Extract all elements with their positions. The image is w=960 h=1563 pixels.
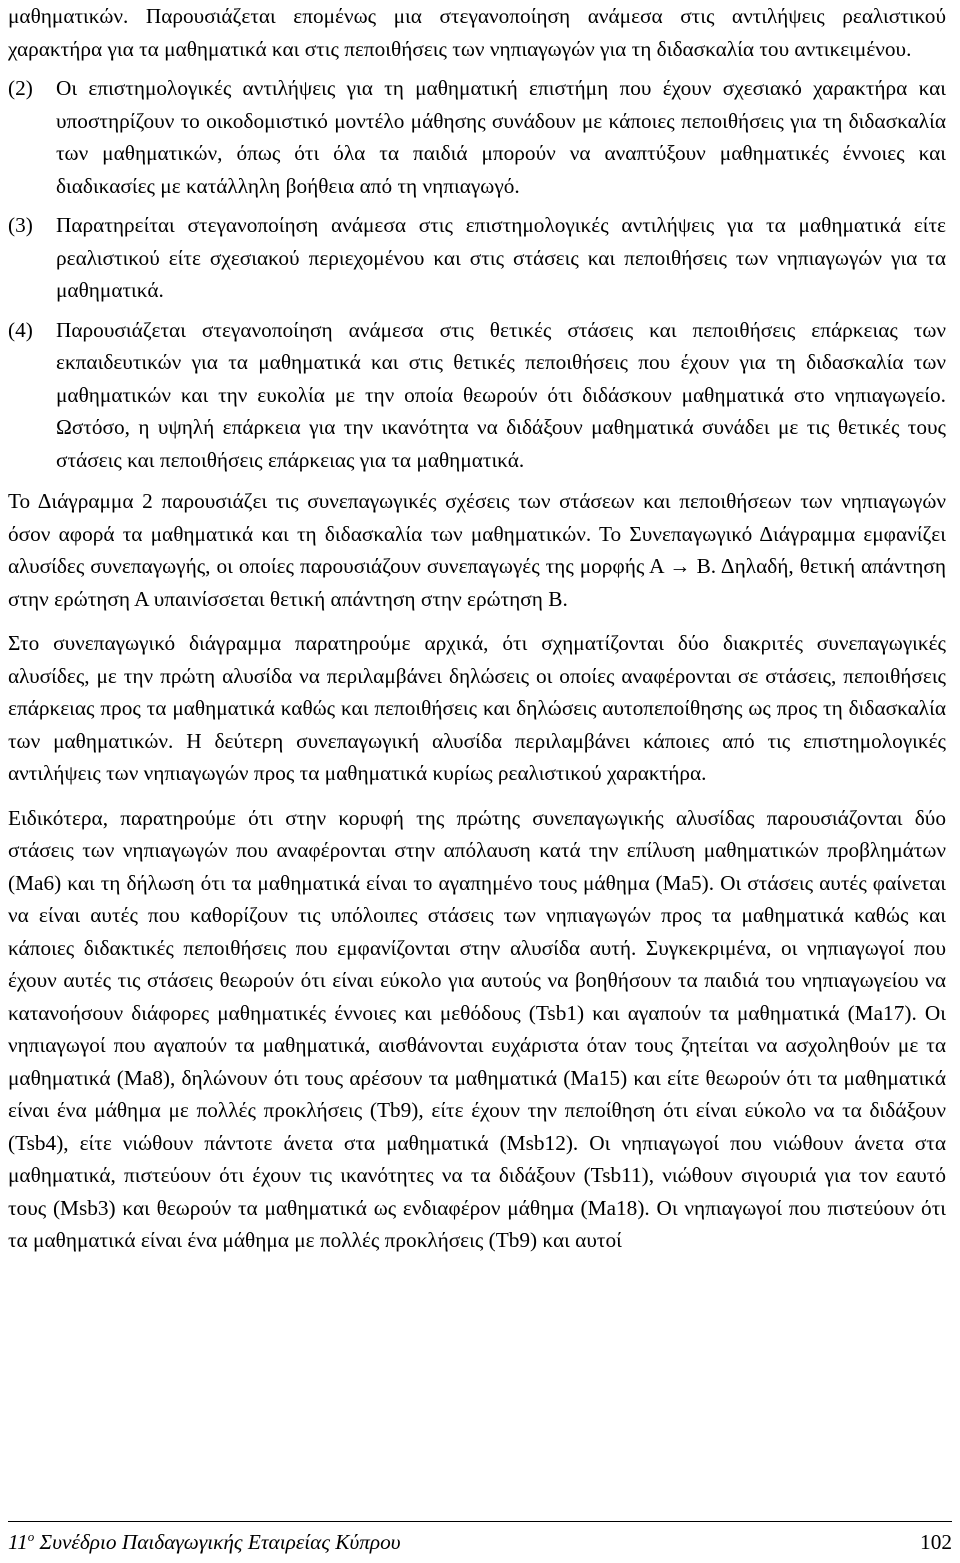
body-paragraph: Στο συνεπαγωγικό διάγραμμα παρατηρούμε αρχικά, ότι σχηματίζονται δύο διακριτές συνεπαγωγικές αλυσίδες, με την πρώτη αλυσίδα να περιλαμβάνει δηλώσεις οι οποίες αναφέρονται σε στάσεις, πεποιθήσεις επάρκειας προς τα μαθηματικά καθώς και πεποιθήσεις και δηλώσεις αυτοπεποίθησης ως προς τη διδασκαλία των μαθηματικών. Η δεύτερη συνεπαγωγική αλυσίδα περιλαμβάνει κάποιες από τις επιστημολογικές αντιλήψεις των νηπιαγωγών προς τα μαθηματικά κυρίως ρεαλιστικού χαρακτήρα. [8, 631, 946, 785]
conference-number: 11 [8, 1530, 28, 1554]
conference-name: Συνέδριο Παιδαγωγικής Εταιρείας Κύπρου [39, 1530, 401, 1554]
list-item-4 [8, 314, 946, 477]
intro-paragraph: μαθηματικών. Παρουσιάζεται επομένως μια στεγανοποίηση ανάμεσα στις αντιλήψεις ρεαλιστικού χαρακτήρα για τα μαθηματικά και στις πεποιθήσεις των νηπιαγωγών για τη διδασκαλία του αντικειμένου. [8, 4, 946, 61]
list-item-number: (4) [8, 317, 33, 342]
body-paragraph: Το Διάγραμμα 2 παρουσιάζει τις συνεπαγωγικές σχέσεις των στάσεων και πεποιθήσεων των νηπιαγωγών όσον αφορά τα μαθηματικά και τη διδασκαλία των μαθηματικών. Το Συνεπαγωγικό Διάγραμμα εμφανίζει αλυσίδες συνεπαγωγής, οι οποίες παρουσιάζουν συνεπαγωγές της μορφής Α → Β. Δηλαδή, θετική απάντηση στην ερώτηση Α υπαινίσσεται θετική απάντηση στην ερώτηση Β. [8, 489, 946, 611]
list-item-2 [8, 72, 946, 202]
list-item-number: (2) [8, 76, 33, 100]
page-footer [8, 1521, 952, 1556]
list-item-text: Παρουσιάζεται στεγανοποίηση ανάμεσα στις θετικές στάσεις και πεποιθήσεις επάρκειας των εκπαιδευτικών για τα μαθηματικά και στις θετικές πεποιθήσεις που έχουν για τη διδασκαλία των μαθηματικών και την ευκολία με την οποία θεωρούν ότι διδάσκουν μαθηματικά στο νηπιαγωγείο. Ωστόσο, η υψηλή επάρκεια για την ικανότητα να διδάξουν μαθηματικά συνάδει με τις θετικές τους στάσεις και πεποιθήσεις επάρκειας για τα μαθηματικά. [56, 317, 946, 472]
body-paragraph: Ειδικότερα, παρατηρούμε ότι στην κορυφή της πρώτης συνεπαγωγικής αλυσίδας παρουσιάζονται δύο στάσεις των νηπιαγωγών που αναφέρονται στην απόλαυση κατά την επίλυση μαθηματικών προβλημάτων (Ma6) και τη δήλωση ότι τα μαθηματικά είναι το αγαπημένο τους μάθημα (Ma5). Οι στάσεις αυτές φαίνεται να είναι αυτές που καθορίζουν τις υπόλοιπες στάσεις των νηπιαγωγών προς τα μαθηματικά καθώς και κάποιες διδακτικές πεποιθήσεις που εμφανίζονται στην αλυσίδα αυτή. Συγκεκριμένα, οι νηπιαγωγοί που έχουν αυτές τις στάσεις θεωρούν ότι είναι εύκολο για αυτούς να βοηθήσουν τα παιδιά του νηπιαγωγείου να κατανοήσουν διάφορες μαθηματικές έννοιες και μεθόδους (Tsb1) και αγαπούν τα μαθηματικά (Ma17). Οι νηπιαγωγοί που αγαπούν τα μαθηματικά, αισθάνονται ευχάριστα όταν τους ζητείται να ασχοληθούν με τα μαθηματικά (Ma8), δηλώνουν ότι τους αρέσουν τα μαθηματικά (Ma15) και είτε θεωρούν ότι τα μαθηματικά είναι ένα μάθημα με πολλές προκλήσεις (Tb9), είτε έχουν την πεποίθηση ότι είναι εύκολο να τα διδάξουν (Tsb4), είτε νιώθουν πάντοτε άνετα στα μαθηματικά (Msb12). Οι νηπιαγωγοί που νιώθουν άνετα στα μαθηματικά, πιστεύουν ότι έχουν τις ικανότητες να τα διδάξουν (Tsb11), νιώθουν σιγουριά για τον εαυτό τους (Msb3) και θεωρούν τα μαθηματικά ως ενδιαφέρον μάθημα (Ma18). Οι νηπιαγωγοί που πιστεύουν ότι τα μαθηματικά είναι ένα μάθημα με πολλές προκλήσεις (Tb9) και αυτοί [8, 805, 946, 1252]
list-item-text: Οι επιστημολογικές αντιλήψεις για τη μαθηματική επιστήμη που έχουν σχεσιακό χαρακτήρα και υποστηρίζουν το οικοδομιστικό μοντέλο μάθησης συνάδουν με κάποιες πεποιθήσεις για τη διδασκαλία των μαθηματικών, όπως ότι όλα τα παιδιά μπορούν να αναπτύξουν μαθηματικές έννοιες και διαδικασίες με κατάλληλη βοήθεια από τη νηπιαγωγό. [56, 76, 946, 198]
document-page [8, 0, 946, 1257]
list-item-text: Παρατηρείται στεγανοποίηση ανάμεσα στις επιστημολογικές αντιλήψεις για τα μαθηματικά είτε ρεαλιστικού είτε σχεσιακού περιεχομένου και στις στάσεις και πεποιθήσεις των νηπιαγωγών για τα μαθηματικά. [56, 213, 946, 302]
list-item-3 [8, 209, 946, 307]
list-item-number: (3) [8, 213, 33, 237]
page-number: 102 [920, 1530, 952, 1554]
conference-title [8, 1528, 401, 1556]
conference-superscript: ο [27, 1528, 35, 1544]
